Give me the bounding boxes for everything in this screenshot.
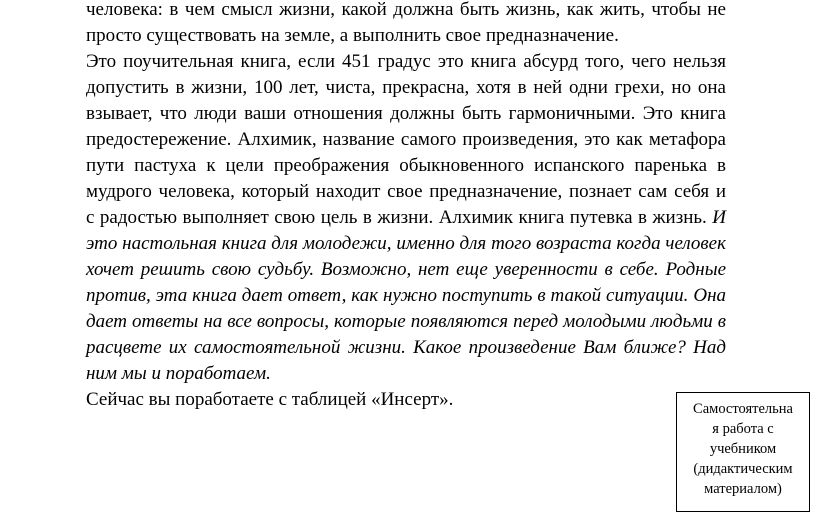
text-line: взывает, что люди ваши отношения должны быть гармоничными. Это книга [86,103,726,124]
text-line: мудрого человека, который находит свое предназначение, познает сам себя и [86,181,726,202]
side-note-box [676,392,810,512]
text-line: хочет решить свою судьбу. Возможно, нет еще уверенности в себе. Родные [86,259,726,280]
text-line: это настольная книга для молодежи, именно для того возраста когда человек [86,233,726,254]
text-line-italic-tail: И [706,207,726,228]
text-line [86,205,726,231]
side-note-line: материалом) [704,481,782,497]
text-line: допустить в жизни, 100 лет, чиста, прекрасна, хотя в ней одни грехи, но она [86,77,726,98]
side-note-line: учебником [709,441,777,457]
text-line: просто существовать на земле, а выполнить свое предназначение. [86,25,619,46]
side-note-line: (дидактическим [693,461,793,477]
text-line-segment: с радостью выполняет свою цель в жизни. Алхимик книга путевка в жизнь. [86,207,707,228]
text-line: дает ответы на все вопросы, которые появляются перед молодыми людьми в [86,311,726,332]
text-line: против, эта книга дает ответ, как нужно поступить в такой ситуации. Она [86,285,726,306]
text-line: человека: в чем смысл жизни, какой должна быть жизнь, как жить, чтобы не [86,0,726,20]
text-line: Это поучительная книга, если 451 градус это книга абсурд того, чего нельзя [86,51,726,72]
text-line: расцвете их самостоятельной жизни. Какое произведение Вам ближе? Над [86,337,726,358]
side-note-line: я работа с [712,421,774,437]
text-line: ним мы и поработаем. [86,363,271,384]
text-line: предостережение. Алхимик, название самого произведения, это как метафора [86,129,726,150]
text-line: Сейчас вы поработаете с таблицей «Инсерт». [86,389,454,410]
side-note-line: Самостоятельна [693,401,793,417]
document-body [86,0,726,413]
text-line: пути пастуха к цели преображения обыкновенного испанского паренька в [86,155,726,176]
